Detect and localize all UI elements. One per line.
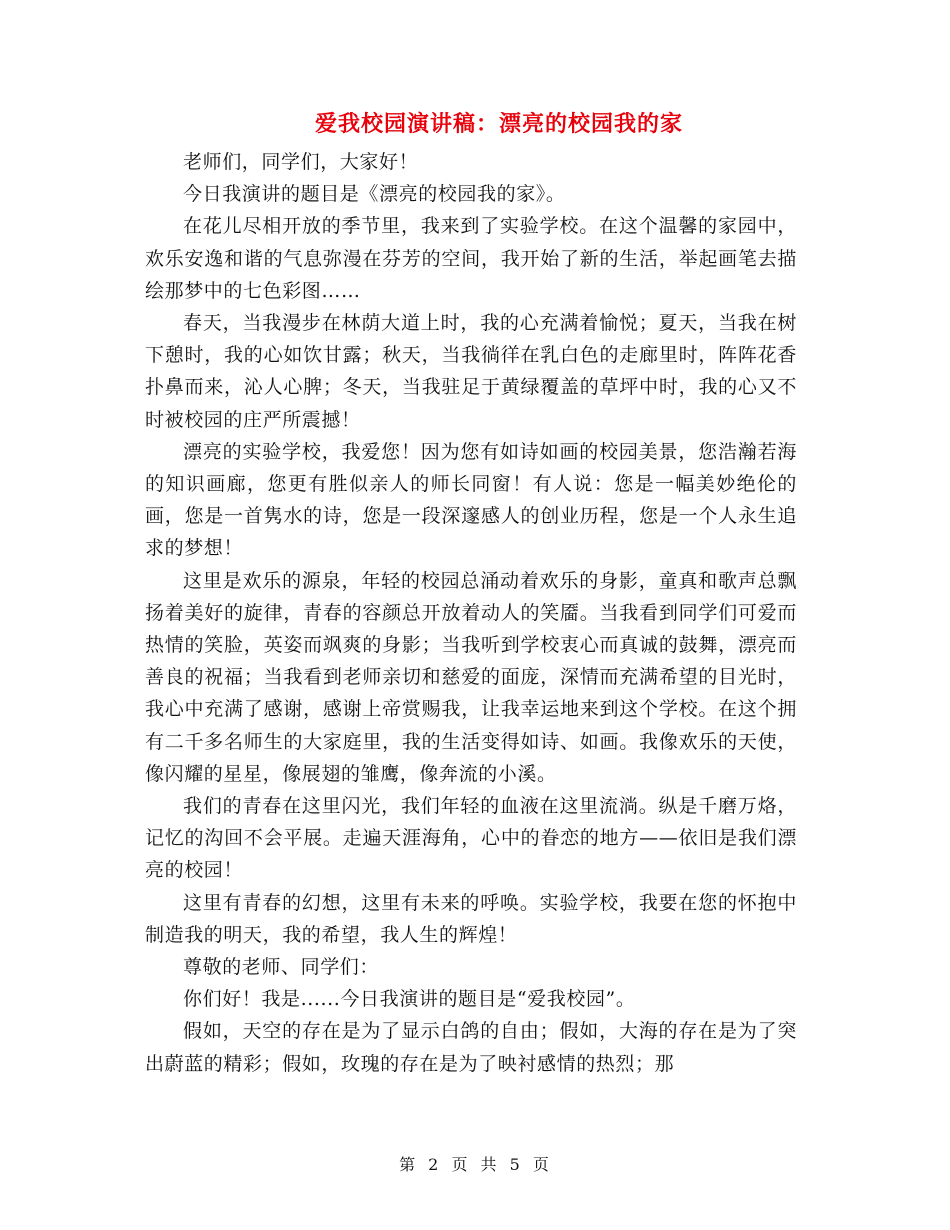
paragraph: 春天，当我漫步在林荫大道上时，我的心充满着愉悦；夏天，当我在树下憩时，我的心如饮甘露；秋天，当我徜徉在乳白色的走廊里时，阵阵花香扑鼻而来，沁人心脾；冬天，当我驻足于黄绿覆盖的草坪中时，我的心又不时被校园的庄严所震撼！ bbox=[145, 312, 797, 431]
page-number-footer: 第 2 页 共 5 页 bbox=[399, 1155, 551, 1174]
paragraph: 老师们，同学们，大家好！ bbox=[183, 151, 419, 173]
paragraph: 这里有青春的幻想，这里有未来的呼唤。实验学校，我要在您的怀抱中制造我的明天，我的希望，我人生的辉煌！ bbox=[145, 891, 797, 946]
paragraph: 尊敬的老师、同学们： bbox=[183, 956, 380, 979]
paragraph: 你们好！我是......今日我演讲的题目是“爱我校园”。 bbox=[183, 988, 636, 1011]
paragraph: 假如，天空的存在是为了显示白鸽的自由；假如，大海的存在是为了突出蔚蓝的精彩；假如，玫瑰的存在是为了映衬感情的热烈；那 bbox=[145, 1020, 797, 1075]
paragraph: 漂亮的实验学校，我爱您！因为您有如诗如画的校园美景，您浩瀚若海的知识画廊，您更有胜似亲人的师长同窗！有人说：您是一幅美妙绝伦的画，您是一首隽水的诗，您是一段深邃感人的创业历程，您是一个人永生追求的梦想！ bbox=[145, 440, 797, 560]
document-body bbox=[145, 146, 797, 1080]
paragraph: 在花儿尽相开放的季节里，我来到了实验学校。在这个温馨的家园中，欢乐安逸和谐的气息弥漫在芬芳的空间，我开始了新的生活，举起画笔去描绘那梦中的七色彩图…… bbox=[145, 215, 797, 302]
paragraph: 我们的青春在这里闪光，我们年轻的血液在这里流淌。纵是千磨万烙，记忆的沟回不会平展。走遍天涯海角，心中的眷恋的地方——依旧是我们漂亮的校园！ bbox=[145, 795, 797, 882]
paragraph: 今日我演讲的题目是《漂亮的校园我的家》。 bbox=[183, 183, 566, 206]
document-title: 爱我校园演讲稿：漂亮的校园我的家 bbox=[314, 111, 683, 137]
paragraph: 这里是欢乐的源泉，年轻的校园总涌动着欢乐的身影，童真和歌声总飘扬着美好的旋律，青春的容颜总开放着动人的笑靥。当我看到同学们可爱而热情的笑脸，英姿而飒爽的身影；当我听到学校衷心而真诚的鼓舞，漂亮而善良的祝福；当我看到老师亲切和慈爱的面庞，深情而充满希望的目光时，我心中充满了感谢，感谢上帝赏赐我，让我幸运地来到这个学校。在这个拥有二千多名师生的大家庭里，我的生活变得如诗、如画。我像欢乐的天使，像闪耀的星星，像展翅的雏鹰，像奔流的小溪。 bbox=[145, 569, 797, 785]
